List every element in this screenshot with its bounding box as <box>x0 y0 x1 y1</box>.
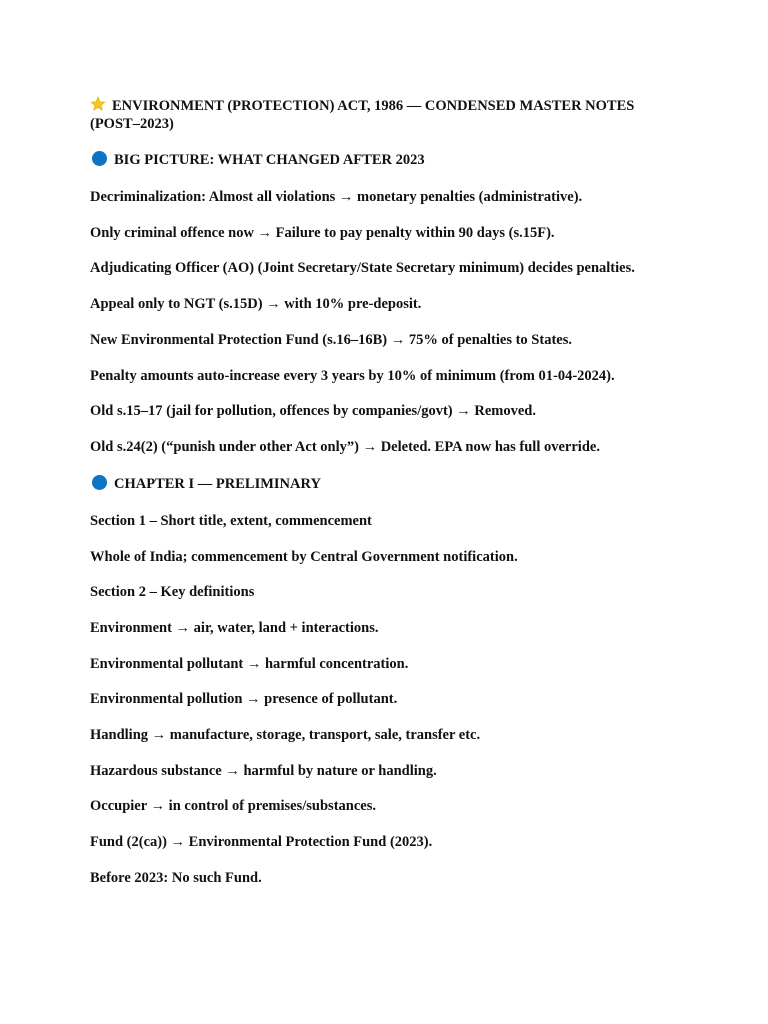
document-title-text: ENVIRONMENT (PROTECTION) ACT, 1986 — CONDENSED MASTER NOTES (POST–2023) <box>90 98 635 132</box>
note-line: Only criminal offence now → Failure to pay penalty within 90 days (s.15F). <box>90 225 555 241</box>
blue-circle-icon <box>92 151 107 166</box>
note-line: New Environmental Protection Fund (s.16–16B) → 75% of penalties to States. <box>90 332 572 348</box>
section-heading-big-picture <box>90 151 680 169</box>
document-title <box>90 96 680 133</box>
note-line: Old s.24(2) (“punish under other Act only”) → Deleted. EPA now has full override. <box>90 439 600 455</box>
section-heading-chapter-1 <box>90 475 680 493</box>
star-icon <box>90 96 106 112</box>
note-line: Environment → air, water, land + interactions. <box>90 620 379 636</box>
blue-circle-icon <box>92 475 107 490</box>
note-line: Whole of India; commencement by Central Government notification. <box>90 549 518 565</box>
note-line: Environmental pollution → presence of pollutant. <box>90 691 398 707</box>
section-heading-text: CHAPTER I — PRELIMINARY <box>114 476 321 492</box>
note-line: Before 2023: No such Fund. <box>90 870 262 886</box>
note-line: Penalty amounts auto-increase every 3 years by 10% of minimum (from 01-04-2024). <box>90 368 615 384</box>
note-line: Old s.15–17 (jail for pollution, offences by companies/govt) → Removed. <box>90 403 536 419</box>
note-line: Decriminalization: Almost all violations → monetary penalties (administrative). <box>90 189 583 205</box>
note-line: Environmental pollutant → harmful concentration. <box>90 656 409 672</box>
note-line: Appeal only to NGT (s.15D) → with 10% pre-deposit. <box>90 296 422 312</box>
note-line: Handling → manufacture, storage, transport, sale, transfer etc. <box>90 727 481 743</box>
note-line: Hazardous substance → harmful by nature or handling. <box>90 763 437 779</box>
note-line: Occupier → in control of premises/substances. <box>90 798 376 814</box>
note-line: Fund (2(ca)) → Environmental Protection Fund (2023). <box>90 834 433 850</box>
note-line: Section 1 – Short title, extent, commencement <box>90 513 372 529</box>
note-line: Adjudicating Officer (AO) (Joint Secretary/State Secretary minimum) decides penalties. <box>90 260 635 276</box>
note-line: Section 2 – Key definitions <box>90 584 255 600</box>
section-heading-text: BIG PICTURE: WHAT CHANGED AFTER 2023 <box>114 152 425 168</box>
